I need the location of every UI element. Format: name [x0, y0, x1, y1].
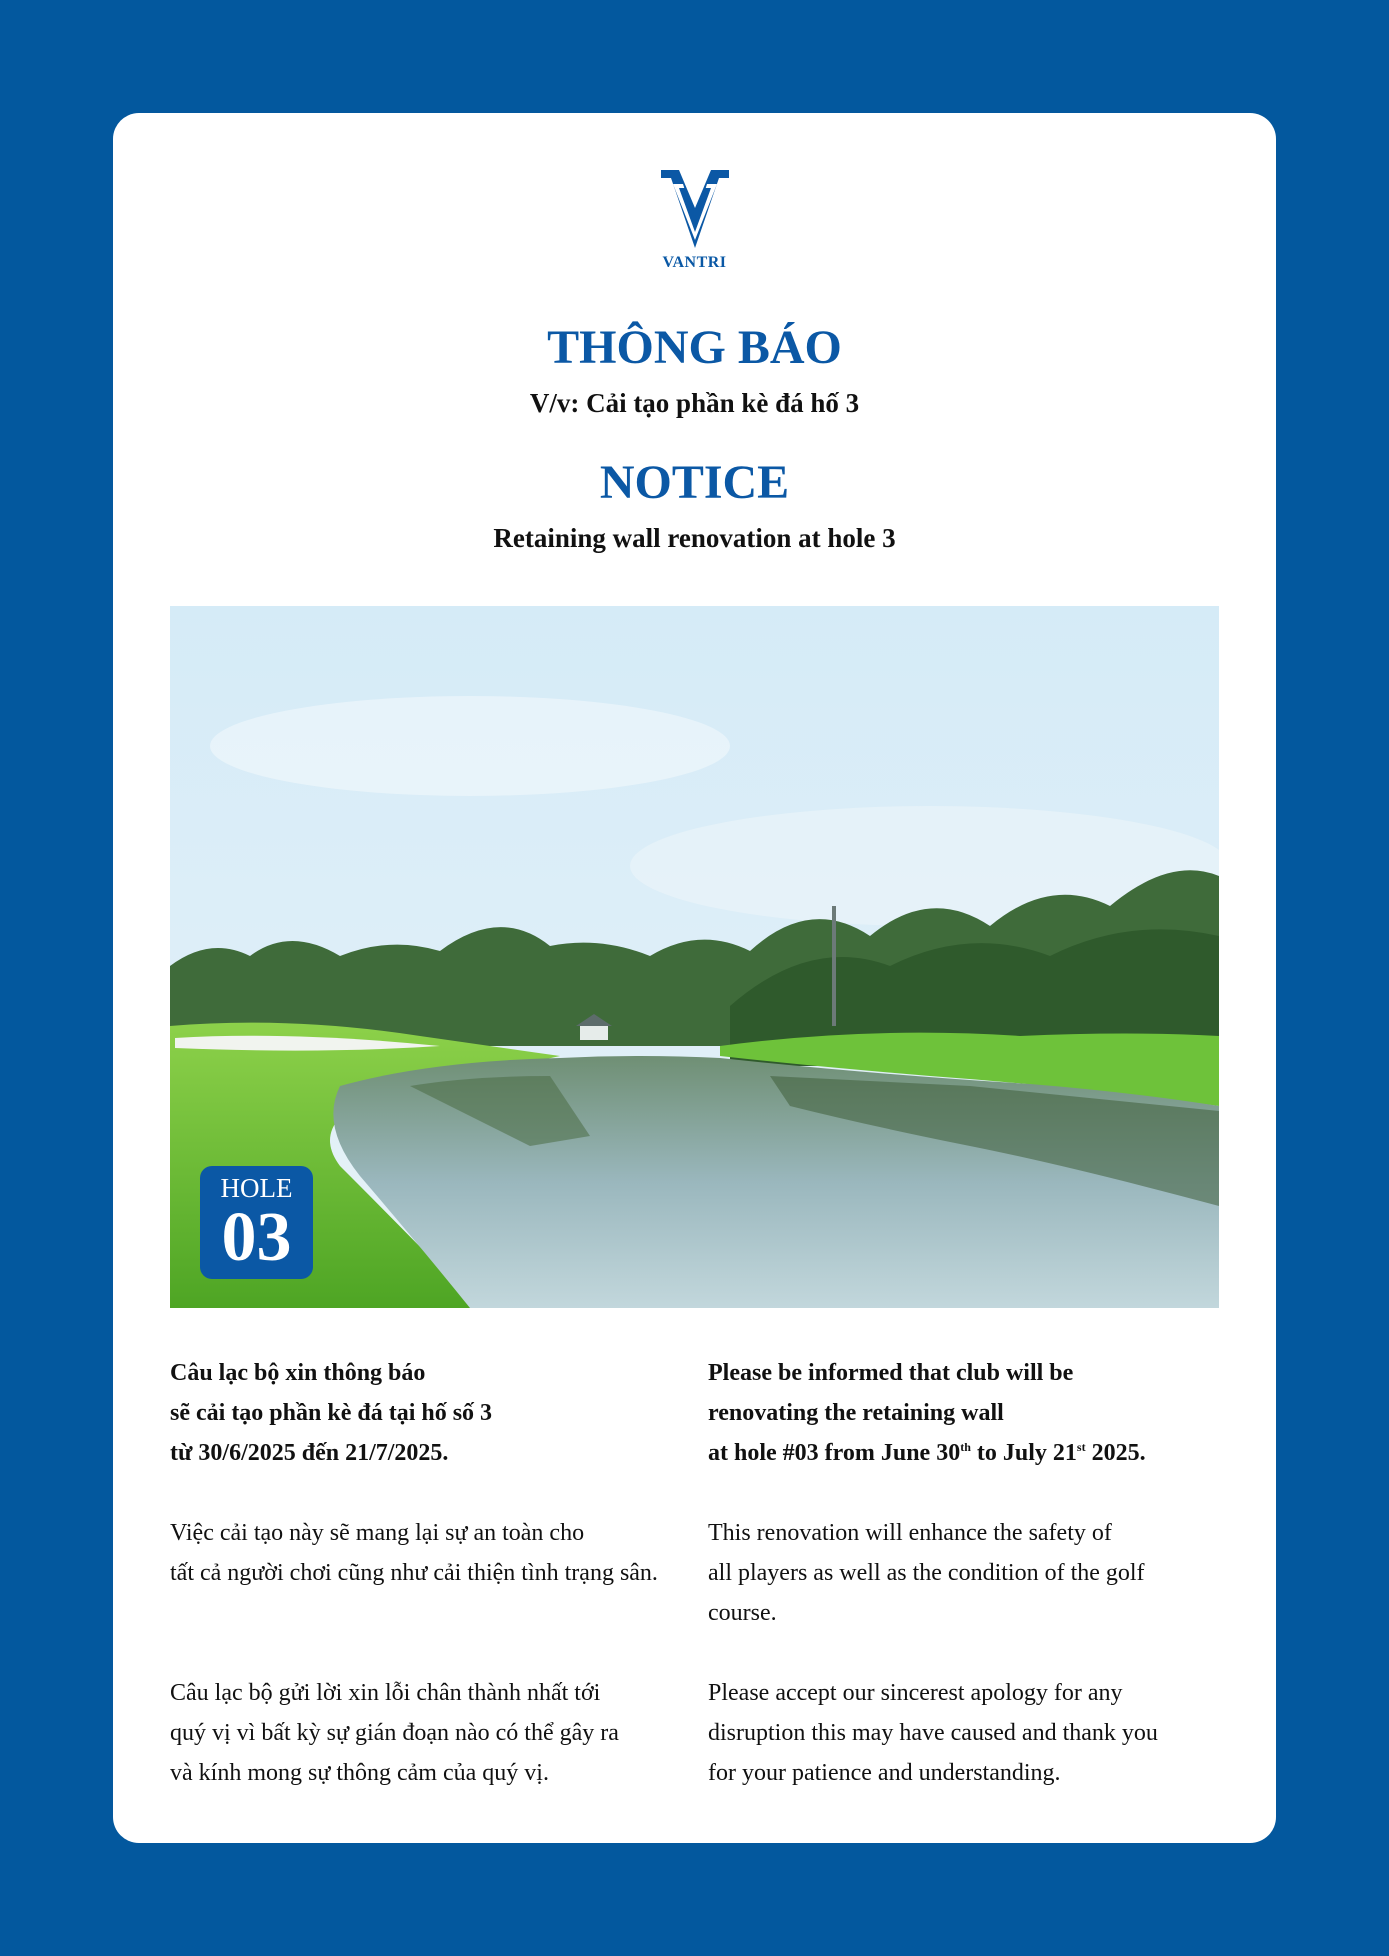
vn-announce-line: từ 30/6/2025 đến 21/7/2025.	[170, 1440, 449, 1466]
vn-apology-line: quý vị vì bất kỳ sự gián đoạn nào có thể gây ra	[170, 1720, 619, 1746]
en-apology-line: disruption this may have caused and thank you	[708, 1720, 1158, 1746]
subtitle-vietnamese: V/v: Cải tạo phần kè đá hố 3	[529, 388, 860, 418]
hole-badge-label: HOLE	[220, 1173, 293, 1203]
vietnamese-column	[170, 1353, 690, 1793]
en-announce-date-line	[708, 1433, 1228, 1473]
en-announce-line: renovating the retaining wall	[708, 1400, 1004, 1426]
vantri-logo-icon	[659, 168, 731, 250]
en-apology-line: for your patience and understanding.	[708, 1760, 1061, 1786]
en-safety-line: all players as well as the condition of the golf	[708, 1560, 1145, 1586]
notice-card	[113, 113, 1276, 1843]
en-date-suffix: 2025.	[1085, 1440, 1146, 1466]
golf-course-photo	[170, 606, 1219, 1308]
title-vietnamese: THÔNG BÁO	[547, 321, 842, 374]
en-apology-line: Please accept our sincerest apology for any	[708, 1680, 1123, 1706]
vantri-logo	[635, 168, 755, 272]
en-date-prefix: at hole #03 from June 30	[708, 1440, 961, 1466]
vn-apology-line: Câu lạc bộ gửi lời xin lỗi chân thành nhất tới	[170, 1680, 601, 1706]
en-date-sup-st: st	[1076, 1440, 1086, 1454]
vn-announce-line: sẽ cải tạo phần kè đá tại hố số 3	[170, 1400, 493, 1426]
vn-safety-line: Việc cải tạo này sẽ mang lại sự an toàn cho	[170, 1520, 585, 1546]
en-date-sup-th: th	[960, 1440, 971, 1454]
vn-apology-line: và kính mong sự thông cảm của quý vị.	[170, 1760, 549, 1786]
subtitle-english: Retaining wall renovation at hole 3	[493, 523, 896, 553]
en-date-middle: to July 21	[970, 1440, 1077, 1466]
hole-badge-number: 03	[221, 1199, 292, 1276]
logo-text: VANTRI	[662, 254, 727, 271]
en-announce-line: Please be informed that club will be	[708, 1360, 1074, 1386]
vn-safety-line: tất cả người chơi cũng như cải thiện tình trạng sân.	[170, 1560, 658, 1586]
title-english: NOTICE	[599, 456, 790, 509]
english-column	[708, 1353, 1228, 1793]
en-safety-line: This renovation will enhance the safety of	[708, 1520, 1112, 1546]
hole-badge	[200, 1166, 313, 1279]
vn-announce-line: Câu lạc bộ xin thông báo	[170, 1360, 426, 1386]
en-safety-line: course.	[708, 1600, 777, 1626]
